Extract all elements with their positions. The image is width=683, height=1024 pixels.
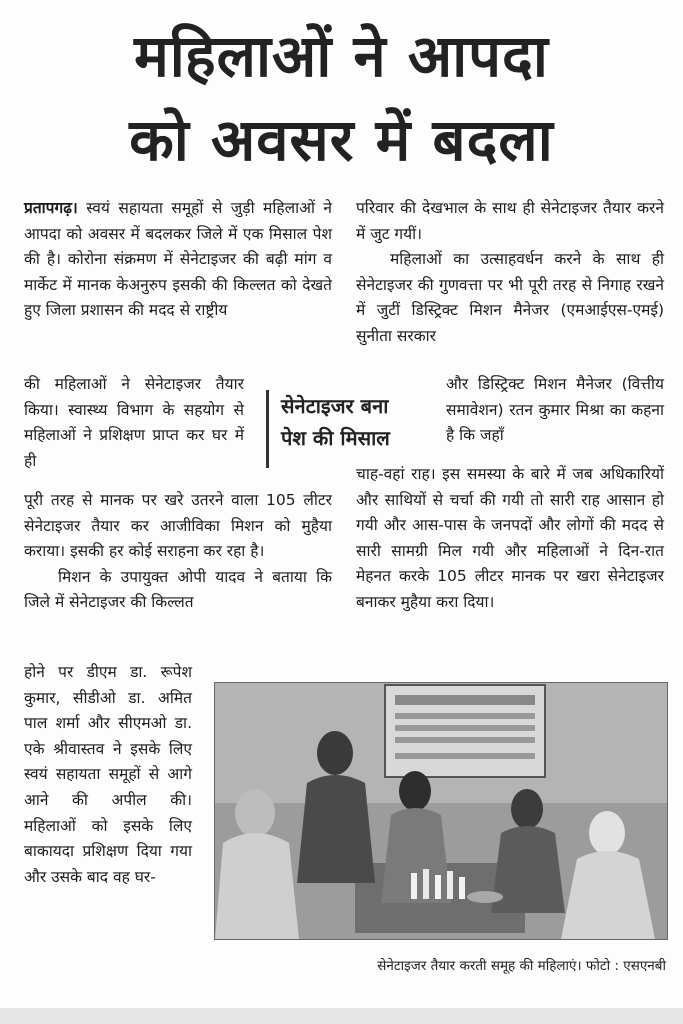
left-column-top <box>24 196 332 324</box>
subheading-line-2: पेश की मिसाल <box>281 426 390 450</box>
right-column-top <box>356 196 664 350</box>
photo-illustration <box>215 683 667 939</box>
paragraph-right-bot: चाह-वहां राह। इस समस्या के बारे में जब अधिकारियों और साथियों से चर्चा की गयी तो सारी राह आसान हो गयी और आस-पास के जनपदों और लोगों की मदद से सारी सामग्री मिल गयी और महिलाओं ने दिन-रात मेहनत करके 105 लीटर मानक पर खरा सेनेटाइजर बनाकर मुहैया करा दिया। <box>356 465 664 611</box>
left-column-narrow <box>24 660 192 890</box>
paragraph-left-bot-2: मिशन के उपायुक्त ओपी यादव ने बताया कि जिले में सेनेटाइजर की किल्लत <box>24 567 332 612</box>
dateline: प्रतापगढ़। <box>24 199 78 217</box>
paragraph-right-top-1: परिवार की देखभाल के साथ ही सेनेटाइजर तैयार करने में जुट गयीं। <box>356 199 664 243</box>
paragraph-left-bot-1: पूरी तरह से मानक पर खरे उतरने वाला 105 लीटर सेनेटाइजर तैयार कर आजीविका मिशन को मुहैया कराया। इसकी हर कोई सराहना कर रहा है। <box>24 491 332 561</box>
right-column-middle <box>446 372 664 449</box>
right-column-bottom <box>356 462 664 616</box>
news-photo <box>214 682 668 940</box>
subheading-box <box>266 390 441 468</box>
left-column-bottom <box>24 488 332 616</box>
paragraph-left-narrow: होने पर डीएम डा. रूपेश कुमार, सीडीओ डा. अमित पाल शर्मा और सीएमओ डा. एके श्रीवास्तव ने इसके लिए स्वयं सहायता समूहों से आगे आने की अपील की। महिलाओं को इसके लिए बाकायदा प्रशिक्षण दिया गया और उसके बाद वह घर- <box>24 663 192 886</box>
headline <box>0 14 683 182</box>
intro-text: स्वयं सहायता समूहों से जुड़ी महिलाओं ने आपदा को अवसर में बदलकर जिले में एक मिसाल पेश की है। कोरोना संक्रमण में सेनेटाइजर की बढ़ी मांग व मार्केट में मानक केअनुरुप इसकी की किल्लत को देखते हुए जिला प्रशासन की मदद से राष्ट्रीय <box>24 199 332 320</box>
footer-rule <box>0 1008 683 1024</box>
paragraph-left-mid: की महिलाओं ने सेनेटाइजर तैयार किया। स्वास्थ्य विभाग के सहयोग से महिलाओं ने प्रशिक्षण प्राप्त कर घर में ही <box>24 375 244 470</box>
headline-line-1: महिलाओं ने आपदा <box>134 22 549 90</box>
paragraph-right-mid: और डिस्ट्रिक्ट मिशन मैनेजर (वित्तीय समावेशन) रतन कुमार मिश्रा का कहना है कि जहाँ <box>446 375 664 445</box>
paragraph-intro <box>24 196 332 324</box>
left-column-middle <box>24 372 244 474</box>
headline-line-2: को अवसर में बदला <box>129 106 554 174</box>
photo-caption: सेनेटाइजर तैयार करती समूह की महिलाएं। फोटो : एसएनबी <box>377 958 666 974</box>
paragraph-right-top-2: महिलाओं का उत्साहवर्धन करने के साथ ही सेनेटाइजर की गुणवत्ता पर भी पूरी तरह से निगाह रखने में जुटीं डिस्ट्रिक्ट मिशन मैनेजर (एमआईएस-एमई) सुनीता सरकार <box>356 250 664 345</box>
subheading-line-1: सेनेटाइजर बना <box>281 394 389 418</box>
